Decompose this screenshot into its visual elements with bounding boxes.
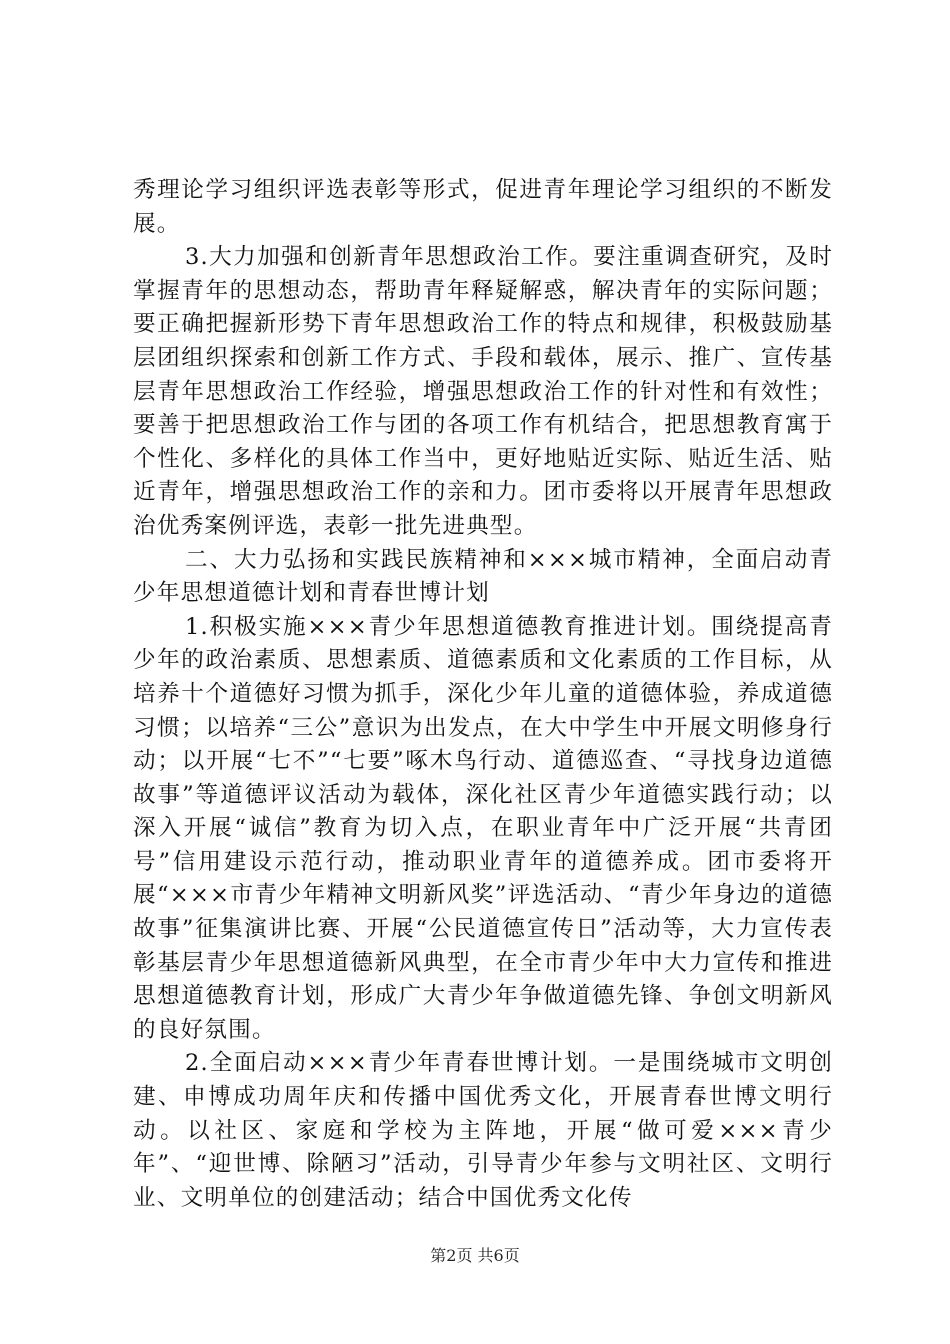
paragraph-2: 3.大力加强和创新青年思想政治工作。要注重调查研究，及时掌握青年的思想动态，帮助青年释疑解惑，解决青年的实际问题；要正确把握新形势下青年思想政治工作的特点和规律，积极鼓励基层团组织探索和创新工作方式、手段和载体，展示、推广、宣传基层青年思想政治工作经验，增强思想政治工作的针对性和有效性；要善于把思想政治工作与团的各项工作有机结合，把思想教育寓于个性化、多样化的具体工作当中，更好地贴近实际、贴近生活、贴近青年，增强思想政治工作的亲和力。团市委将以开展青年思想政治优秀案例评选，表彰一批先进典型。 — [133, 244, 833, 539]
section-heading: 二、大力弘扬和实践民族精神和×××城市精神，全面启动青少年思想道德计划和青春世博计划 — [133, 546, 833, 607]
paragraph-4: 2.全面启动×××青少年青春世博计划。一是围绕城市文明创建、申博成功周年庆和传播中国优秀文化，开展青春世博文明行动。以社区、家庭和学校为主阵地，开展“做可爱×××青少年”、“迎世博、除陋习”活动，引导青少年参与文明社区、文明行业、文明单位的创建活动；结合中国优秀文化传 — [133, 1050, 833, 1211]
paragraph-3: 1.积极实施×××青少年思想道德教育推进计划。围绕提高青少年的政治素质、思想素质、道德素质和文化素质的工作目标，从培养十个道德好习惯为抓手，深化少年儿童的道德体验，养成道德习惯；以培养“三公”意识为出发点，在大中学生中开展文明修身行动；以开展“七不”“七要”啄木鸟行动、道德巡查、“寻找身边道德故事”等道德评议活动为载体，深化社区青少年道德实践行动；以深入开展“诚信”教育为切入点，在职业青年中广泛开展“共青团号”信用建设示范行动，推动职业青年的道德养成。团市委将开展“×××市青少年精神文明新风奖”评选活动、“青少年身边的道德故事”征集演讲比赛、开展“公民道德宣传日”活动等，大力宣传表彰基层青少年思想道德新风典型，在全市青少年中大力宣传和推进思想道德教育计划，形成广大青少年争做道德先锋、争创文明新风的良好氛围。 — [133, 613, 833, 1043]
page-footer: 第2页 共6页 — [430, 1246, 520, 1265]
paragraph-1: 秀理论学习组织评选表彰等形式，促进青年理论学习组织的不断发展。 — [133, 177, 833, 237]
document-body — [133, 174, 833, 1215]
